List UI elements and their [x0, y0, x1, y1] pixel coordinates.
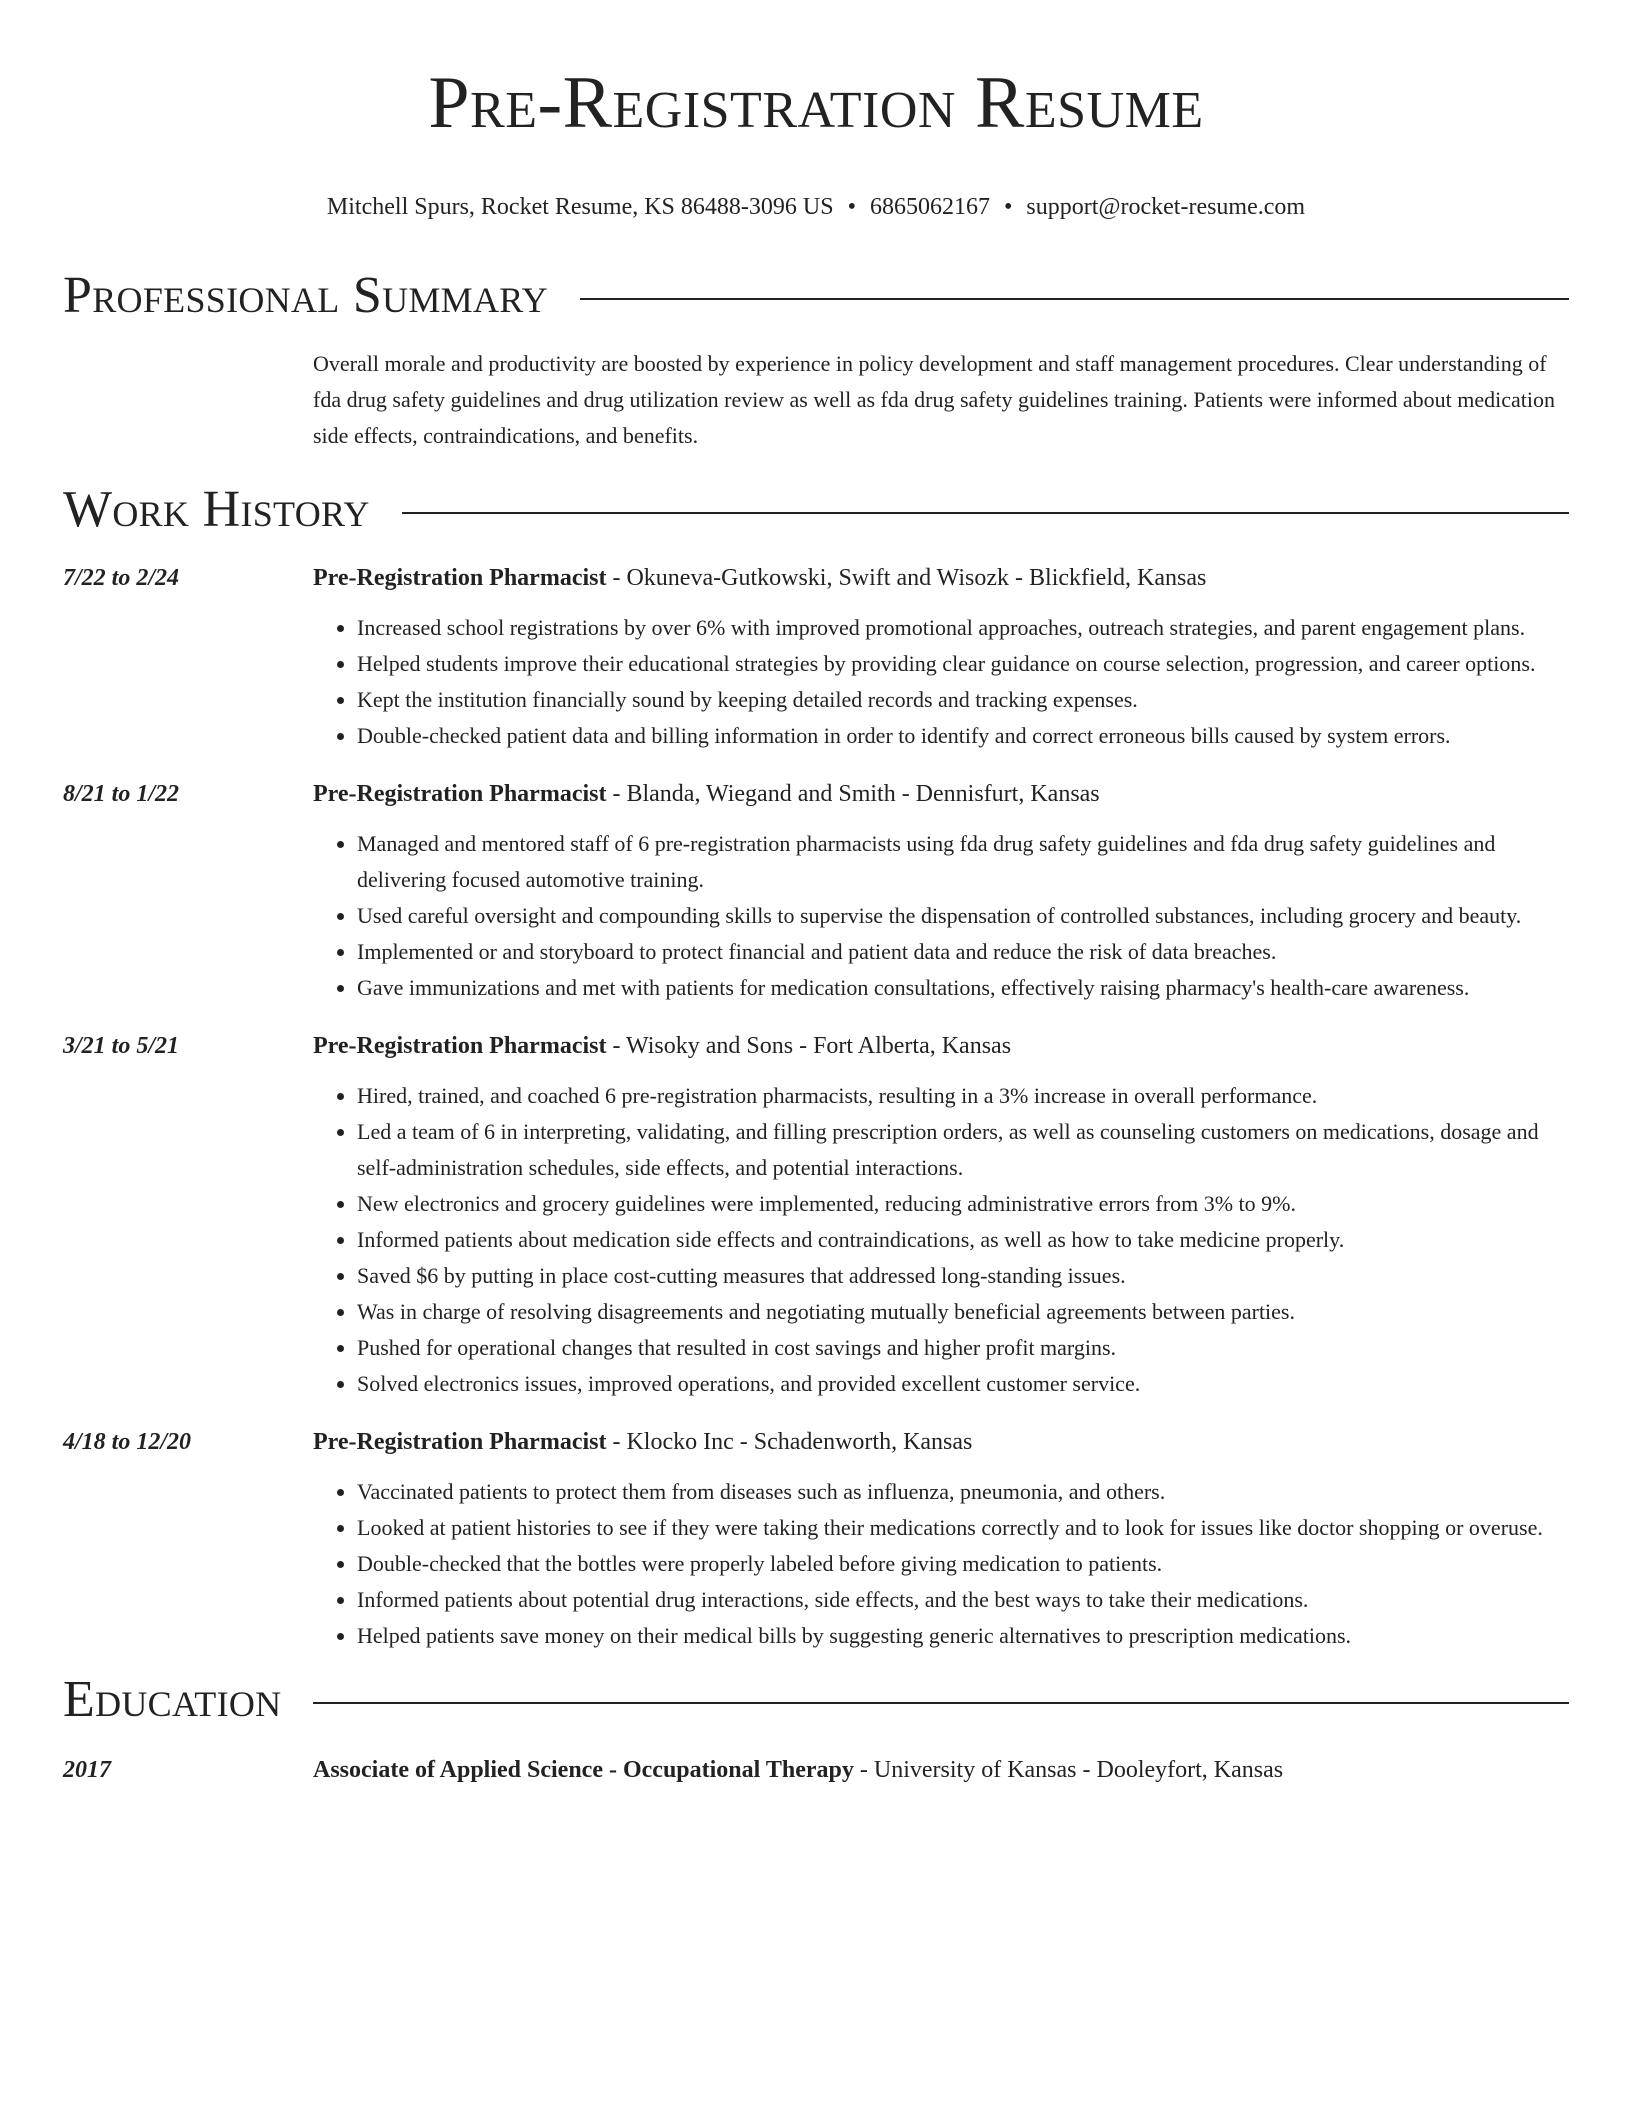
job-heading [313, 562, 1569, 594]
section-divider [402, 512, 1569, 514]
job-entry [63, 1426, 1569, 1654]
education-body [313, 1754, 1569, 1786]
section-divider [313, 1702, 1569, 1704]
bullet-item: • Managed and mentored staff of 6 pre-registration pharmacists using fda drug safety guidelines and fda drug safety guidelines and delivering focused automotive training. [357, 826, 1569, 898]
bullet-item: • Informed patients about potential drug interactions, side effects, and the best ways to take their medications. [357, 1582, 1569, 1618]
section-divider [580, 298, 1569, 300]
education-entry [63, 1754, 1569, 1786]
contact-separator: • [847, 194, 856, 220]
bullet-item: • Implemented or and storyboard to protect financial and patient data and reduce the risk of data breaches. [357, 934, 1569, 970]
job-details: - Blanda, Wiegand and Smith - Dennisfurt, Kansas [606, 781, 1100, 807]
job-title: Pre-Registration Pharmacist [313, 1033, 607, 1059]
bullet-item: • Vaccinated patients to protect them from diseases such as influenza, pneumonia, and others. [357, 1474, 1569, 1510]
job-details: - Wisoky and Sons - Fort Alberta, Kansas [606, 1033, 1012, 1059]
contact-address: Mitchell Spurs, Rocket Resume, KS 86488-3096 US [326, 194, 834, 220]
job-heading [313, 1426, 1569, 1458]
section-header-education [63, 1668, 1569, 1732]
education-details: - University of Kansas - Dooleyfort, Kansas [853, 1757, 1284, 1783]
job-bullets [313, 1474, 1569, 1654]
job-entry [63, 778, 1569, 1006]
education-heading [313, 1754, 1569, 1786]
job-heading [313, 778, 1569, 810]
bullet-item: • Used careful oversight and compounding skills to supervise the dispensation of controlled substances, including grocery and beauty. [357, 898, 1569, 934]
bullet-item: • Informed patients about medication side effects and contraindications, as well as how to take medicine properly. [357, 1222, 1569, 1258]
job-heading [313, 1030, 1569, 1062]
job-body [313, 1426, 1569, 1654]
contact-separator: • [1003, 194, 1013, 220]
job-title: Pre-Registration Pharmacist [313, 1429, 607, 1455]
bullet-item: • New electronics and grocery guidelines were implemented, reducing administrative errors from 3% to 9%. [357, 1186, 1569, 1222]
section-title-work-history: Work History [63, 481, 370, 538]
bullet-item: • Saved $6 by putting in place cost-cutting measures that addressed long-standing issues. [357, 1258, 1569, 1294]
section-title-summary: Professional Summary [63, 267, 548, 324]
job-title: Pre-Registration Pharmacist [313, 781, 607, 807]
page-title: Pre-Registration Resume [428, 62, 1204, 144]
bullet-item: • Kept the institution financially sound by keeping detailed records and tracking expenses. [357, 682, 1569, 718]
contact-line [63, 192, 1569, 222]
job-body [313, 562, 1569, 754]
job-dates: 8/21 to 1/22 [63, 781, 180, 807]
job-dates: 4/18 to 12/20 [63, 1429, 192, 1455]
job-dates: 7/22 to 2/24 [63, 565, 180, 591]
work-history-list [63, 562, 1569, 1654]
bullet-item: • Pushed for operational changes that resulted in cost savings and higher profit margins. [357, 1330, 1569, 1366]
bullet-item: • Increased school registrations by over 6% with improved promotional approaches, outreach strategies, and parent engagement plans. [357, 610, 1569, 646]
contact-email: support@rocket-resume.com [1026, 194, 1306, 220]
section-header-summary [63, 264, 1569, 328]
job-bullets [313, 826, 1569, 1006]
education-list [63, 1754, 1569, 1786]
education-degree: Associate of Applied Science - Occupational Therapy [313, 1757, 854, 1783]
job-entry [63, 562, 1569, 754]
bullet-item: • Double-checked that the bottles were properly labeled before giving medication to patients. [357, 1546, 1569, 1582]
job-title: Pre-Registration Pharmacist [313, 565, 607, 591]
job-body [313, 778, 1569, 1006]
summary-text: Overall morale and productivity are boosted by experience in policy development and staff management procedures. Clear understanding of fda drug safety guidelines and drug utilization review as well as fda drug safety guidelines training. Patients were informed about medication side effects, contraindications, and benefits. [313, 351, 1556, 448]
job-entry [63, 1030, 1569, 1402]
job-dates: 3/21 to 5/21 [63, 1033, 180, 1059]
job-body [313, 1030, 1569, 1402]
education-year: 2017 [63, 1757, 111, 1783]
bullet-item: • Helped students improve their educational strategies by providing clear guidance on course selection, progression, and career options. [357, 646, 1569, 682]
job-bullets [313, 1078, 1569, 1402]
job-details: - Klocko Inc - Schadenworth, Kansas [606, 1429, 973, 1455]
bullet-item: • Looked at patient histories to see if they were taking their medications correctly and to look for issues like doctor shopping or overuse. [357, 1510, 1569, 1546]
bullet-item: • Double-checked patient data and billing information in order to identify and correct erroneous bills caused by system errors. [357, 718, 1569, 754]
bullet-item: • Gave immunizations and met with patients for medication consultations, effectively raising pharmacy's health-care awareness. [357, 970, 1569, 1006]
section-title-education: Education [63, 1671, 282, 1728]
job-bullets [313, 610, 1569, 754]
job-details: - Okuneva-Gutkowski, Swift and Wisozk - Blickfield, Kansas [606, 565, 1207, 591]
contact-phone: 6865062167 [869, 194, 990, 220]
bullet-item: • Solved electronics issues, improved operations, and provided excellent customer service. [357, 1366, 1569, 1402]
bullet-item: • Hired, trained, and coached 6 pre-registration pharmacists, resulting in a 3% increase in overall performance. [357, 1078, 1569, 1114]
bullet-item: • Was in charge of resolving disagreements and negotiating mutually beneficial agreements between parties. [357, 1294, 1569, 1330]
bullet-item: • Led a team of 6 in interpreting, validating, and filling prescription orders, as well as counseling customers on medications, dosage and self-administration schedules, side effects, and potential interactions. [357, 1114, 1569, 1186]
section-header-work-history [63, 478, 1569, 542]
bullet-item: • Helped patients save money on their medical bills by suggesting generic alternatives to prescription medications. [357, 1618, 1569, 1654]
